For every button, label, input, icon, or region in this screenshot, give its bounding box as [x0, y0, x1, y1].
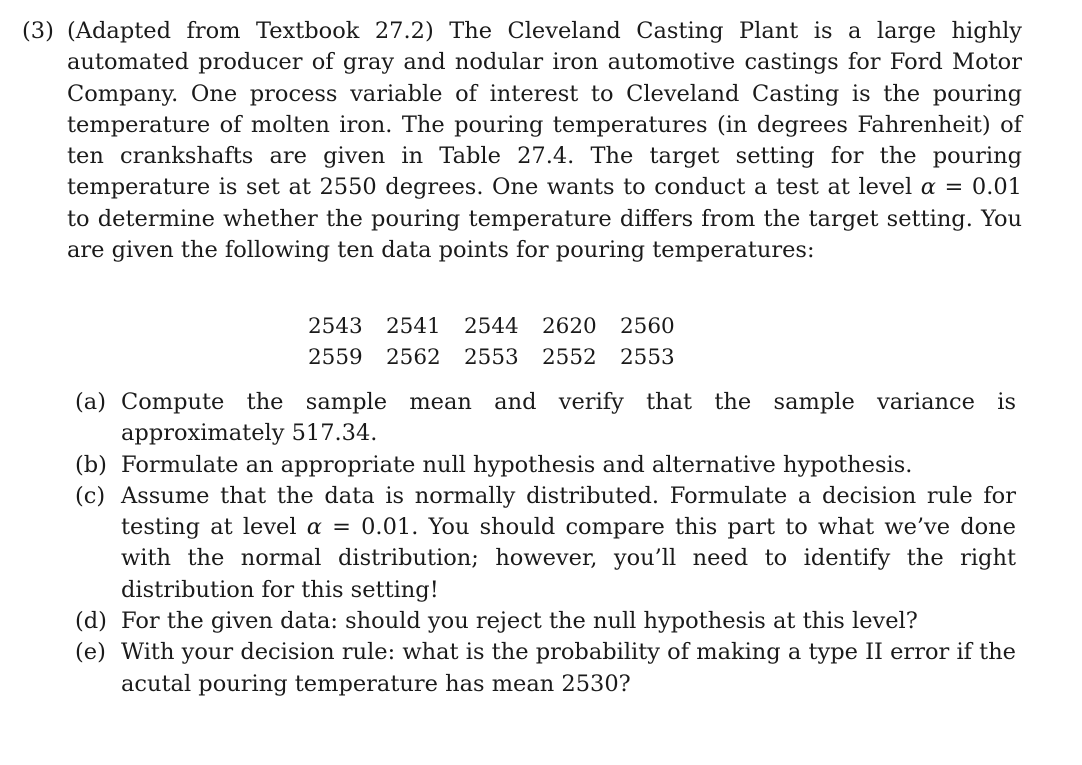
part-b [75, 450, 1016, 481]
data-row-1 [308, 311, 698, 342]
data-value: 2544 [464, 314, 519, 339]
problem-3 [22, 16, 1022, 266]
part-e-text: With your decision rule: what is the probability of making a type II error if the acutal pouring temperature has mean 2530? [121, 639, 1016, 697]
part-d-text: For the given data: should you reject the null hypothesis at this level? [121, 608, 918, 635]
intro-text-1: (Adapted from Textbook 27.2) The Cleveland Casting Plant is a large highly automated producer of gray and nodular iron automotive castings for Ford Motor Company. One process variable of interest to Cleveland Casting is the pouring temperature of molten iron. The pouring temperatures (in degrees Fahrenheit) of ten crankshafts are given in Table 27.4. The target setting for the pouring temperature is set at 2550 degrees. One wants to conduct a test at level [67, 18, 1022, 201]
part-c-text-1: Assume that the data is normally distributed. Formulate a decision rule for testing at level [121, 482, 1016, 541]
part-a-label: (a) [75, 389, 106, 415]
part-c-label: (c) [75, 482, 106, 509]
data-value: 2559 [308, 345, 363, 370]
data-value: 2553 [620, 345, 675, 370]
data-table [308, 311, 698, 373]
intro-alpha-value: = 0.01 [935, 174, 1022, 201]
data-value: 2543 [308, 314, 363, 339]
part-e-label: (e) [75, 639, 106, 666]
data-value: 2552 [542, 345, 597, 370]
problem-number: (3) [22, 18, 54, 44]
data-value: 2553 [464, 345, 519, 370]
data-row-2 [308, 342, 698, 373]
data-value: 2562 [386, 345, 441, 370]
part-b-text: Formulate an appropriate null hypothesis and alternative hypothesis. [121, 451, 913, 478]
part-c [75, 481, 1016, 606]
data-value: 2541 [386, 314, 441, 339]
part-c-text-2: . You should compare this part to what we’ve done with the normal distribution; however, you’ll need to identify the right distribution for this setting! [121, 514, 1016, 603]
problem-parts [75, 387, 1016, 700]
part-b-label: (b) [75, 451, 107, 478]
data-value: 2620 [542, 314, 597, 339]
part-a-text: Compute the sample mean and verify that the sample variance is approximately 517.34. [121, 389, 1016, 447]
part-d [75, 606, 1016, 637]
alpha-symbol: α [306, 514, 322, 541]
part-d-label: (d) [75, 608, 107, 635]
data-value: 2560 [620, 314, 675, 339]
part-c-alpha-value: = 0.01 [321, 514, 412, 541]
alpha-symbol: α [920, 174, 936, 201]
part-e [75, 637, 1016, 700]
part-a [75, 387, 1016, 450]
intro-text-2: to determine whether the pouring temperature differs from the target setting. You are given the following ten data points for pouring temperatures: [67, 205, 1022, 264]
problem-intro [22, 16, 1022, 266]
